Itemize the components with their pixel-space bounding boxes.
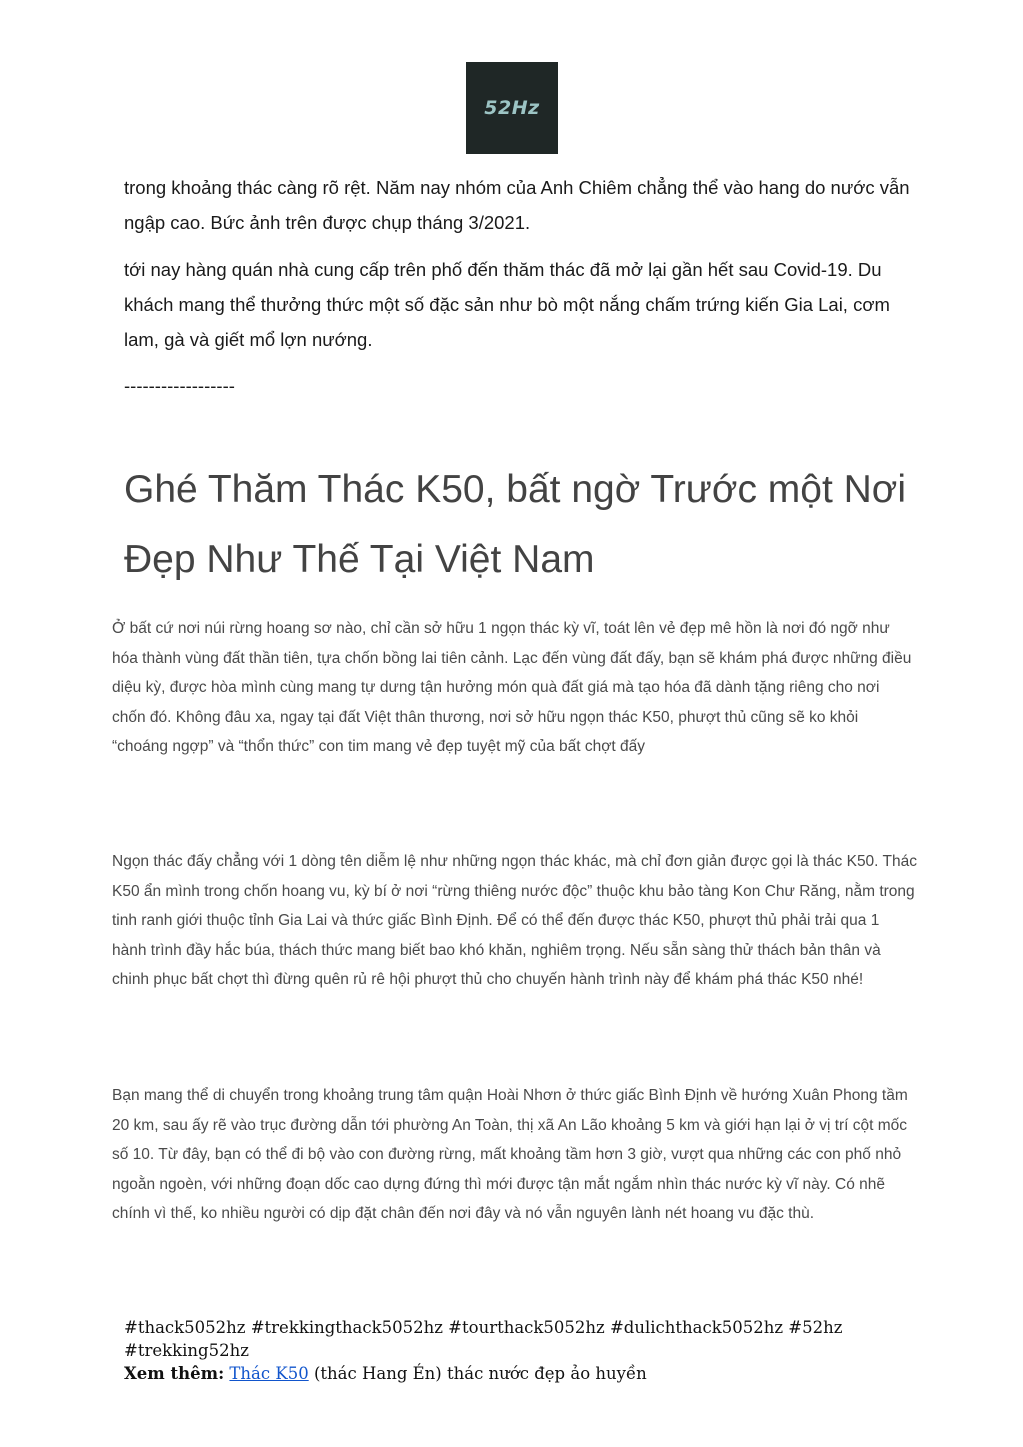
logo-text: 52Hz	[484, 97, 540, 119]
article-paragraph-1: Ở bất cứ nơi núi rừng hoang sơ nào, chỉ cần sở hữu 1 ngọn thác kỳ vĩ, toát lên vẻ đẹp mê hồn là nơi đó ngỡ như hóa thành vùng đất thần tiên, tựa chốn bồng lai tiên cảnh. Lạc đến vùng đất đấy, bạn sẽ khám phá được những điều diệu kỳ, được hòa mình cùng mang tự dưng tận hưởng món quà đất giá mà tạo hóa đã dành tặng riêng cho nơi chốn đó. Không đâu xa, ngay tại đất Việt thân thương, nơi sở hữu ngọn thác K50, phượt thủ cũng sẽ ko khỏi “choáng ngợp” và “thổn thức” con tim mang vẻ đẹp tuyệt mỹ của bất chợt đấy	[112, 620, 912, 756]
see-more-rest: (thác Hang Én) thác nước đẹp ảo huyền	[308, 1364, 647, 1383]
logo-52hz	[466, 62, 558, 154]
article-paragraph-2: Ngọn thác đấy chẳng với 1 dòng tên diễm lệ như những ngọn thác khác, mà chỉ đơn giản được gọi là thác K50. Thác K50 ẩn mình trong chốn hoang vu, kỳ bí ở nơi “rừng thiêng nước độc” thuộc khu bảo tàng Kon Chư Răng, nằm trong tinh ranh giới thuộc tỉnh Gia Lai và thức giấc Bình Định. Để có thể đến được thác K50, phượt thủ phải trải qua 1 hành trình đầy hắc búa, thách thức mang biết bao khó khăn, nghiêm trọng. Nếu sẵn sàng thử thách bản thân và chinh phục bất chợt thì đừng quên rủ rê hội phượt thủ cho chuyến hành trình này để khám phá thác K50 nhé!	[112, 853, 917, 989]
article-paragraph-3: Bạn mang thể di chuyển trong khoảng trung tâm quận Hoài Nhơn ở thức giấc Bình Định về hướng Xuân Phong tầm 20 km, sau ấy rẽ vào trục đường dẫn tới phường An Toàn, thị xã An Lão khoảng 5 km và giới hạn lại ở vị trí cột mốc số 10. Từ đây, bạn có thể đi bộ vào con đường rừng, mất khoảng tầm hơn 3 giờ, vượt qua những các con phố nhỏ ngoằn ngoèn, với những đoạn dốc cao dựng đứng thì mới được tận mắt ngắm nhìn thác nước kỳ vĩ này. Có nhẽ chính vì thế, ko nhiều người có dịp đặt chân đến nơi đây và nó vẫn nguyên lành nét hoang vu đặc thù.	[112, 1087, 908, 1223]
article-title: Ghé Thăm Thác K50, bất ngờ Trước một Nơi Đẹp Như Thế Tại Việt Nam	[124, 468, 907, 581]
intro-paragraph-2: tới nay hàng quán nhà cung cấp trên phố đến thăm thác đã mở lại gần hết sau Covid-19. Du khách mang thể thưởng thức một số đặc sản như bò một nắng chấm trứng kiến Gia Lai, cơm lam, gà và giết mổ lợn nướng.	[124, 259, 890, 350]
see-more-link[interactable]: Thác K50	[229, 1364, 309, 1383]
see-more-label: Xem thêm:	[124, 1364, 225, 1383]
see-more-line	[124, 1362, 647, 1385]
divider-text: ------------------	[124, 375, 235, 396]
intro-paragraph-1: trong khoảng thác càng rõ rệt. Năm nay nhóm của Anh Chiêm chẳng thể vào hang do nước vẫn ngập cao. Bức ảnh trên được chụp tháng 3/2021.	[124, 177, 910, 233]
hashtags: #thack5052hz #trekkingthack5052hz #tourthack5052hz #dulichthack5052hz #52hz #trekking52hz	[124, 1318, 843, 1360]
